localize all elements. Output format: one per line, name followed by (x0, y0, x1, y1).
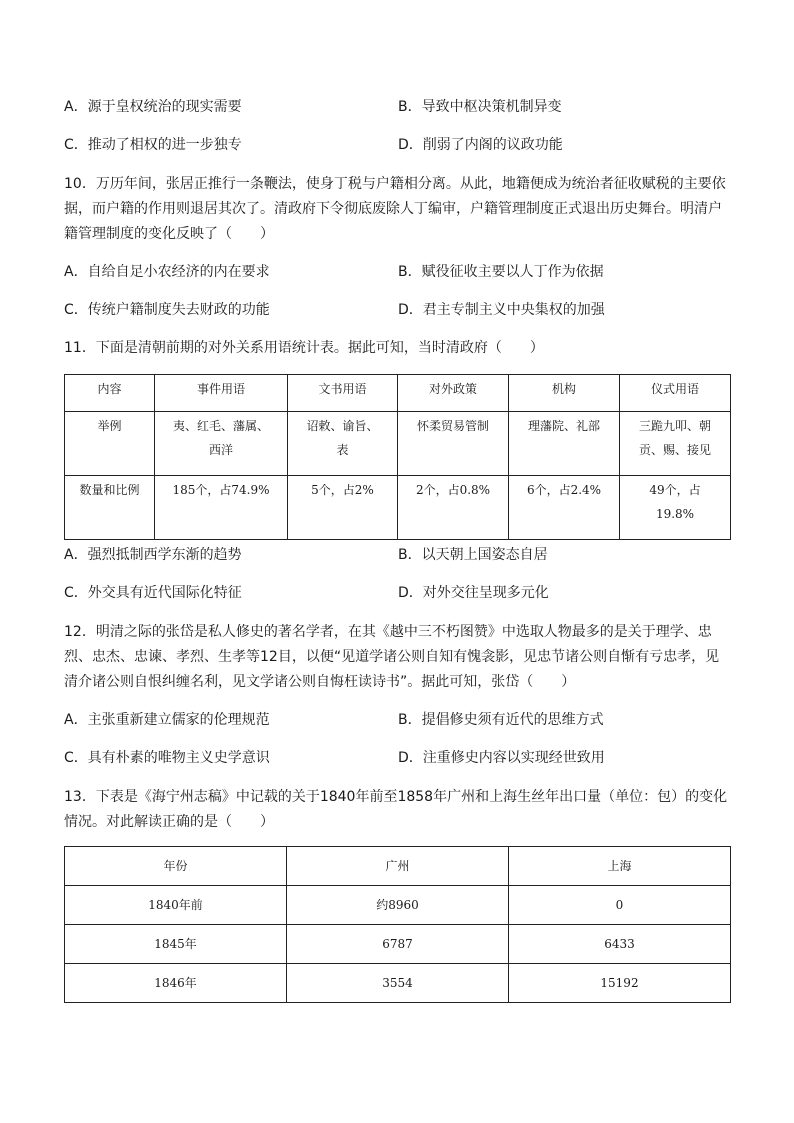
q11-examples-event: 夷、红毛、藩属、 西洋 (155, 412, 288, 476)
q13-cell-year: 1846年 (65, 964, 287, 1003)
q11-header-foreign-policy: 对外政策 (398, 375, 509, 412)
q11-examples-ceremony: 三跪九叩、朝 贡、赐、接见 (620, 412, 731, 476)
q11-table-header-row (65, 375, 731, 412)
q9-option-c: C．推动了相权的进一步独专 (64, 137, 242, 153)
q12-option-d: D．注重修史内容以实现经世致用 (398, 750, 605, 766)
q12-stem-line3: 清介诸公则自恨纠缠名利，见文学诸公则自悔枉读诗书”。据此可知，张岱（ ） (64, 674, 576, 690)
q12-stem-line2: 烈、忠杰、忠谏、孝烈、生孝等12目，以便“见道学诸公则自知有愧衾影，见忠节诸公则自惭有亏忠孝，见 (64, 649, 720, 665)
q11-header-document-terms: 文书用语 (288, 375, 398, 412)
q11-table (64, 374, 731, 540)
q13-cell-guangzhou: 3554 (287, 964, 509, 1003)
q13-header-guangzhou: 广州 (287, 847, 509, 886)
q11-examples-document: 诏敕、谕旨、 表 (288, 412, 398, 476)
q12-option-a: A．主张重新建立儒家的伦理规范 (64, 712, 270, 728)
q13-table (64, 846, 731, 1003)
q10-option-c: C．传统户籍制度失去财政的功能 (64, 302, 270, 318)
q11-header-content: 内容 (65, 375, 155, 412)
q10-option-b: B．赋役征收主要以人丁作为依据 (398, 264, 604, 280)
q10-stem-line2: 据，而户籍的作用则退居其次了。清政府下令彻底废除人丁编审，户籍管理制度正式退出历史舞台。明清户 (64, 201, 722, 217)
q13-header-year: 年份 (65, 847, 287, 886)
q11-table-examples-row (65, 412, 731, 476)
q9-option-d: D．削弱了内阁的议政功能 (398, 137, 563, 153)
q11-examples-institution: 理藩院、礼部 (509, 412, 620, 476)
q12-stem-line1: 12．明清之际的张岱是私人修史的著名学者，在其《越中三不朽图赞》中选取人物最多的是关于理学、忠 (64, 624, 712, 640)
q10-option-d: D．君主专制主义中央集权的加强 (398, 302, 605, 318)
q11-counts-document: 5个，占2% (288, 476, 398, 540)
q11-header-ceremony-terms: 仪式用语 (620, 375, 731, 412)
q13-cell-year: 1840年前 (65, 886, 287, 925)
q10-option-a: A．自给自足小农经济的内在要求 (64, 264, 270, 280)
q12-option-b: B．提倡修史须有近代的思维方式 (398, 712, 604, 728)
table-row (65, 886, 731, 925)
table-row (65, 925, 731, 964)
q13-cell-shanghai: 6433 (509, 925, 731, 964)
q11-option-d: D．对外交往呈现多元化 (398, 585, 549, 601)
q10-stem-line3: 籍管理制度的变化反映了（ ） (64, 226, 274, 242)
q11-header-event-terms: 事件用语 (155, 375, 288, 412)
q12-option-c: C．具有朴素的唯物主义史学意识 (64, 750, 270, 766)
q11-examples-policy: 怀柔贸易管制 (398, 412, 509, 476)
q11-option-b: B．以天朝上国姿态自居 (398, 547, 548, 563)
q13-cell-year: 1845年 (65, 925, 287, 964)
q11-table-counts-row (65, 476, 731, 540)
table-row (65, 964, 731, 1003)
q13-cell-shanghai: 0 (509, 886, 731, 925)
q13-cell-guangzhou: 6787 (287, 925, 509, 964)
q13-cell-guangzhou: 约8960 (287, 886, 509, 925)
q11-counts-label: 数量和比例 (65, 476, 155, 540)
q11-option-a: A．强烈抵制西学东渐的趋势 (64, 547, 242, 563)
q11-stem: 11．下面是清朝前期的对外关系用语统计表。据此可知，当时清政府（ ） (64, 340, 544, 356)
q13-table-header-row (65, 847, 731, 886)
q13-stem-line2: 情况。对此解读正确的是（ ） (64, 814, 274, 830)
q13-header-shanghai: 上海 (509, 847, 731, 886)
q13-cell-shanghai: 15192 (509, 964, 731, 1003)
q9-option-b: B．导致中枢决策机制异变 (398, 99, 562, 115)
q10-stem-line1: 10．万历年间，张居正推行一条鞭法，使身丁税与户籍相分离。从此，地籍便成为统治者征收赋税的主要依 (64, 176, 726, 192)
q11-examples-label: 举例 (65, 412, 155, 476)
q11-counts-policy: 2个，占0.8% (398, 476, 509, 540)
q13-stem-line1: 13．下表是《海宁州志稿》中记载的关于1840年前至1858年广州和上海生丝年出口量（单位：包）的变化 (64, 789, 728, 805)
q11-option-c: C．外交具有近代国际化特征 (64, 585, 242, 601)
q9-option-a: A．源于皇权统治的现实需要 (64, 99, 242, 115)
q11-counts-event: 185个，占74.9% (155, 476, 288, 540)
q11-header-institution: 机构 (509, 375, 620, 412)
q11-counts-ceremony: 49个，占 19.8% (620, 476, 731, 540)
q11-counts-institution: 6个，占2.4% (509, 476, 620, 540)
